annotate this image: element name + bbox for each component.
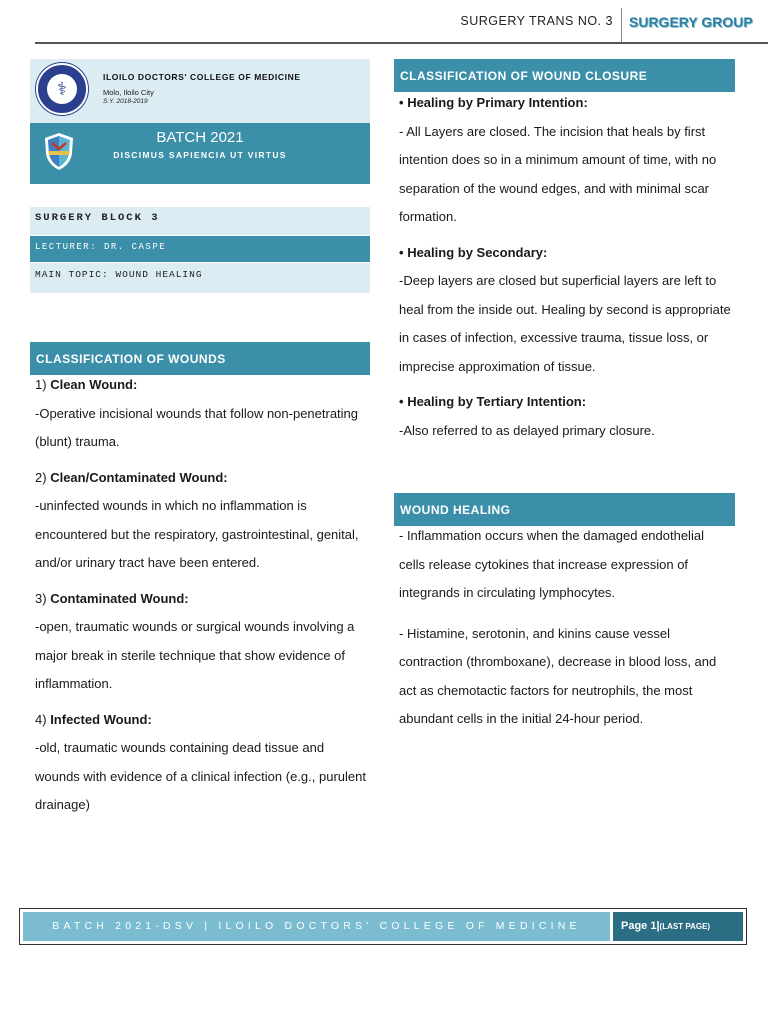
- bullet-icon: •: [399, 244, 404, 260]
- wounds-list: [35, 371, 367, 827]
- page-note: (LAST PAGE): [659, 922, 711, 931]
- header-rule: [35, 42, 768, 44]
- header-divider: [621, 8, 622, 42]
- lecturer: LECTURER: DR. CASPE: [35, 242, 167, 252]
- item-title: Infected Wound:: [50, 711, 152, 727]
- item-title: Contaminated Wound:: [50, 590, 189, 606]
- batch-title: BATCH 2021: [156, 129, 244, 146]
- footer-text: BATCH 2021-DSV | ILOILO DOCTORS' COLLEGE OF MEDICINE: [52, 920, 581, 932]
- item-text: -Deep layers are closed but superficial layers are left to heal from the inside out. Healing by second is appropriate in cases of infection, excessive trauma, tissue loss, or imprecise approximation of tissue.: [399, 273, 731, 374]
- item-text: -Operative incisional wounds that follow non-penetrating (blunt) trauma.: [35, 405, 359, 449]
- item-text: - All Layers are closed. The incision that heals by first intention does so in a minimum amount of time, with no separation of the wound edges, and with minimal scar formation.: [399, 123, 717, 224]
- list-item: [35, 706, 367, 820]
- item-title: Clean Wound:: [50, 377, 138, 392]
- list-item: [35, 371, 367, 457]
- transcript-number: SURGERY TRANS NO. 3: [460, 14, 613, 28]
- item-number: 1): [35, 377, 47, 392]
- section-heading-closure: CLASSIFICATION OF WOUND CLOSURE: [394, 59, 735, 92]
- item-title: Healing by Tertiary Intention:: [407, 394, 587, 409]
- section-heading-wounds: CLASSIFICATION OF WOUNDS: [30, 342, 370, 375]
- list-item: [35, 585, 367, 699]
- bullet-icon: •: [399, 95, 404, 110]
- healing-text: [399, 522, 731, 741]
- paragraph: - Histamine, serotonin, and kinins cause vessel contraction (thromboxane), decrease in blood loss, and act as chemotactic factors for neutrophils, the most abundant cells in the initial 24-hour period.: [399, 625, 717, 726]
- item-number: 3): [35, 590, 47, 606]
- section-heading-healing: WOUND HEALING: [394, 493, 735, 526]
- list-item: [399, 89, 731, 232]
- main-topic: MAIN TOPIC: WOUND HEALING: [35, 269, 203, 280]
- item-number: 4): [35, 711, 47, 727]
- college-name: ILOILO DOCTORS' COLLEGE OF MEDICINE: [103, 72, 301, 82]
- item-text: -uninfected wounds in which no inflammation is encountered but the respiratory, gastrointestinal, genital, and/or urinary tract have been entered.: [35, 498, 359, 570]
- paragraph: - Inflammation occurs when the damaged endothelial cells release cytokines that increase expression of integrands in circulating lymphocytes.: [399, 528, 704, 600]
- school-year: S.Y. 2018-2019: [103, 98, 148, 105]
- list-item: [399, 388, 731, 445]
- item-text: -old, traumatic wounds containing dead tissue and wounds with evidence of a clinical infection (e.g., purulent drainage): [35, 740, 366, 812]
- surgery-block: SURGERY BLOCK 3: [35, 212, 160, 224]
- group-name: SURGERY GROUP: [629, 14, 753, 30]
- item-title: Healing by Secondary:: [407, 244, 548, 260]
- page-label: Page 1|: [621, 920, 660, 932]
- list-item: [35, 464, 367, 578]
- item-title: Clean/Contaminated Wound:: [50, 469, 228, 485]
- list-item: [399, 239, 731, 382]
- bullet-icon: •: [399, 394, 404, 409]
- item-text: -open, traumatic wounds or surgical wounds involving a major break in sterile technique that show evidence of inflammation.: [35, 619, 355, 691]
- page-number: [621, 912, 710, 941]
- college-seal-icon: ⚕: [36, 63, 88, 115]
- item-text: -Also referred to as delayed primary closure.: [399, 422, 655, 438]
- closure-list: [399, 89, 731, 452]
- college-location: Molo, Iloilo City: [103, 88, 154, 97]
- batch-motto: DISCIMUS SAPIENCIA UT VIRTUS: [113, 150, 287, 160]
- item-number: 2): [35, 469, 47, 485]
- item-title: Healing by Primary Intention:: [407, 95, 588, 110]
